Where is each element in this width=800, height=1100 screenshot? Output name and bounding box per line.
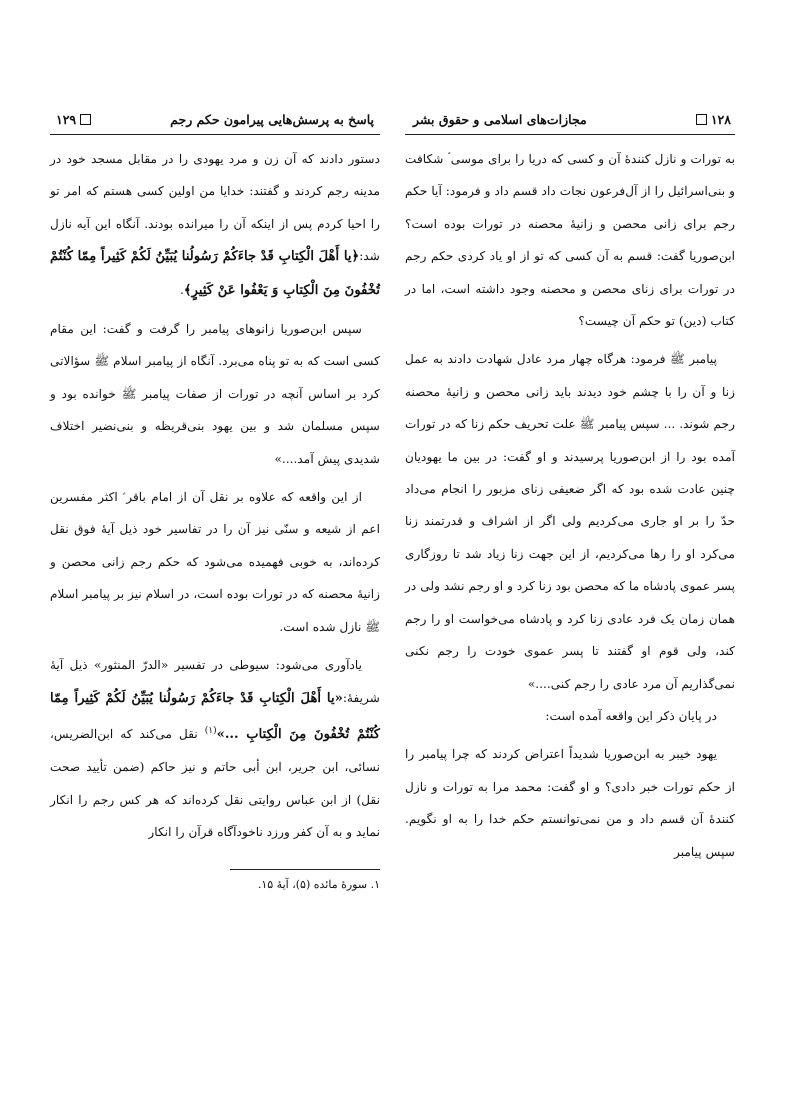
paragraph-text: سپس ابن‌صوریا زانوهای پیامبر را گرفت و گفت: این مقام کسی است که به تو پناه می‌برد. آنگاه از پیامبر اسلام ﷺ سؤالاتی کرد بر اساس آنچه در تورات از صفات پیامبر ﷺ خوانده بود و سپس مسلمان شد و بین یهود بنی‌قریظه و بنی‌نضیر اختلاف شدیدی پیش آمد....»: [50, 322, 380, 466]
quran-verse: ﴿یا أَهْلَ الْکِتابِ قَدْ جاءَکُمْ رَسُولُنا یُبَیِّنُ لَکُمْ کَثِیراً مِمّا کُنْتُمْ تُخْفُونَ مِنَ الْکِتابِ وَ یَعْفُوا عَنْ کَثِیرٍ﴾: [50, 249, 380, 298]
paragraph: [405, 738, 735, 868]
page-header: [50, 108, 380, 135]
paragraph-text: یهود خیبر به ابن‌صوریا شدیداً اعتراض کردند که چرا پیامبر را از حکم تورات خبر دادی؟ و او گفت: محمد مرا به تورات و نازل کنندهٔ آن قسم داد و من نمی‌توانستم حکم خدا را به او نگویم. سپس پیامبر: [405, 747, 735, 859]
page-header: [405, 108, 735, 135]
paragraph-text: به تورات و نازل کنندهٔ آن و کسی که دریا را برای موسی ؑ شکافت و بنی‌اسرائیل را از آل‌فرعون نجات داد قسم داد و فرمود: آیا حکم رجم برای زانی محصن و زانیهٔ محصنه در تورات بوده است؟ ابن‌صوریا گفت: قسم به آن کسی که تو از او یاد کردی حکم رجم در تورات برای زنای محصن و محصنه وجود داشته است، اما در کتاب (دین) تو حکم آن چیست؟: [405, 152, 735, 329]
square-ornament-icon: [696, 114, 707, 125]
page-body: [405, 135, 735, 868]
page-number: ۱۲۹: [56, 112, 77, 127]
paragraph-text: پیامبر ﷺ فرمود: هرگاه چهار مرد عادل شهادت دادند به عمل زنا و آن را با چشم خود دیدند باید زانی محصن و زانیهٔ محصنه رجم شوند. ... سپس پیامبر ﷺ علت تحریف حکم زنا که در تورات آمده بود را از ابن‌صوریا پرسیدند و او گفت: در بین ما یهودیان چنین عادت شده بود که اگر ضعیفی زنای مزبور را انجام می‌داد حدّ را بر او جاری می‌کردیم ولی اگر از اشراف و قدرتمند زنا می‌کرد او را رها می‌کردیم، از این جهت زنا زیاد شد تا روزگاری پسر عموی پادشاه ما که محصن بود زنا کرد و او رجم نشد ولی در همان زمان یک فرد عادی زنا کرد و پادشاه می‌خواست او را رجم کند، ولی قوم او گفتند تا پسر عموی خودت را رجم نکنی نمی‌گذاریم آن مرد عادی را رجم کنی....»: [405, 352, 735, 691]
page-right: [405, 108, 735, 1068]
paragraph-text: .: [180, 282, 184, 297]
footnote: ۱. سورهٔ مائده (۵)، آیهٔ ۱۵.: [257, 877, 380, 891]
paragraph-text: نقل می‌کند که ابن‌الضریس، نسائی، ابن جریر، ابن أبی حاتم و نیز حاکم (ضمن تأیید صحت نقل) از ابن عباس روایتی نقل کرده‌اند که هر کس رجم را انکار نماید و به آن کفر ورزد ناخودآگاه قرآن را انکار: [50, 726, 380, 840]
page-number-group: [56, 112, 95, 127]
running-title: مجازات‌های اسلامی و حقوق بشر: [413, 112, 587, 127]
running-title: پاسخ به پرسش‌هایی پیرامون حکم رجم: [170, 112, 374, 127]
paragraph: [50, 649, 380, 849]
page-body: [50, 135, 380, 849]
square-ornament-icon: [80, 114, 91, 125]
footnote-divider: [230, 869, 380, 870]
paragraph: [405, 143, 735, 337]
paragraph-text: یادآوری می‌شود: سیوطی در تفسیر «الدرّ المنثور» ذیل آیهٔ شریفهٔ:: [50, 658, 380, 705]
page-left: [50, 108, 380, 1068]
page-number: ۱۲۸: [710, 112, 731, 127]
page-number-group: [692, 112, 731, 127]
footnote-marker: (۱): [204, 725, 217, 736]
quran-verse: «یا أَهْلَ الْکِتابِ قَدْ جاءَکُمْ رَسُولُنا یُبَیِّنُ لَکُمْ کَثِیراً مِمّا کُنْتُمْ تُخْفُونَ مِنَ الْکِتابِ ...»: [50, 690, 380, 742]
paragraph: [50, 481, 380, 643]
paragraph: [50, 143, 380, 307]
paragraph-text: دستور دادند که آن زن و مرد یهودی را در مقابل مسجد خود در مدینه رجم کردند و گفتند: خدایا من اولین کسی هستم که امر تو را احیا کردم پس از اینکه آن را میرانده بودند. آنگاه این آیه نازل شد:: [50, 152, 380, 264]
paragraph: [405, 343, 735, 699]
paragraph: [50, 313, 380, 475]
paragraph: [405, 700, 735, 732]
paragraph-text: از این واقعه که علاوه بر نقل آن از امام باقر ؑ اکثر مفسرین اعم از شیعه و سنّی نیز آن را در تفاسیر خود ذیل آیهٔ فوق نقل کرده‌اند، به خوبی فهمیده می‌شود که حکم رجم زانی محصن و زانیهٔ محصنه که در تورات بوده است، در اسلام نیز بر پیامبر اسلام ﷺ نازل شده است.: [50, 490, 380, 634]
paragraph-text: در پایان ذکر این واقعه آمده است:: [545, 708, 717, 723]
